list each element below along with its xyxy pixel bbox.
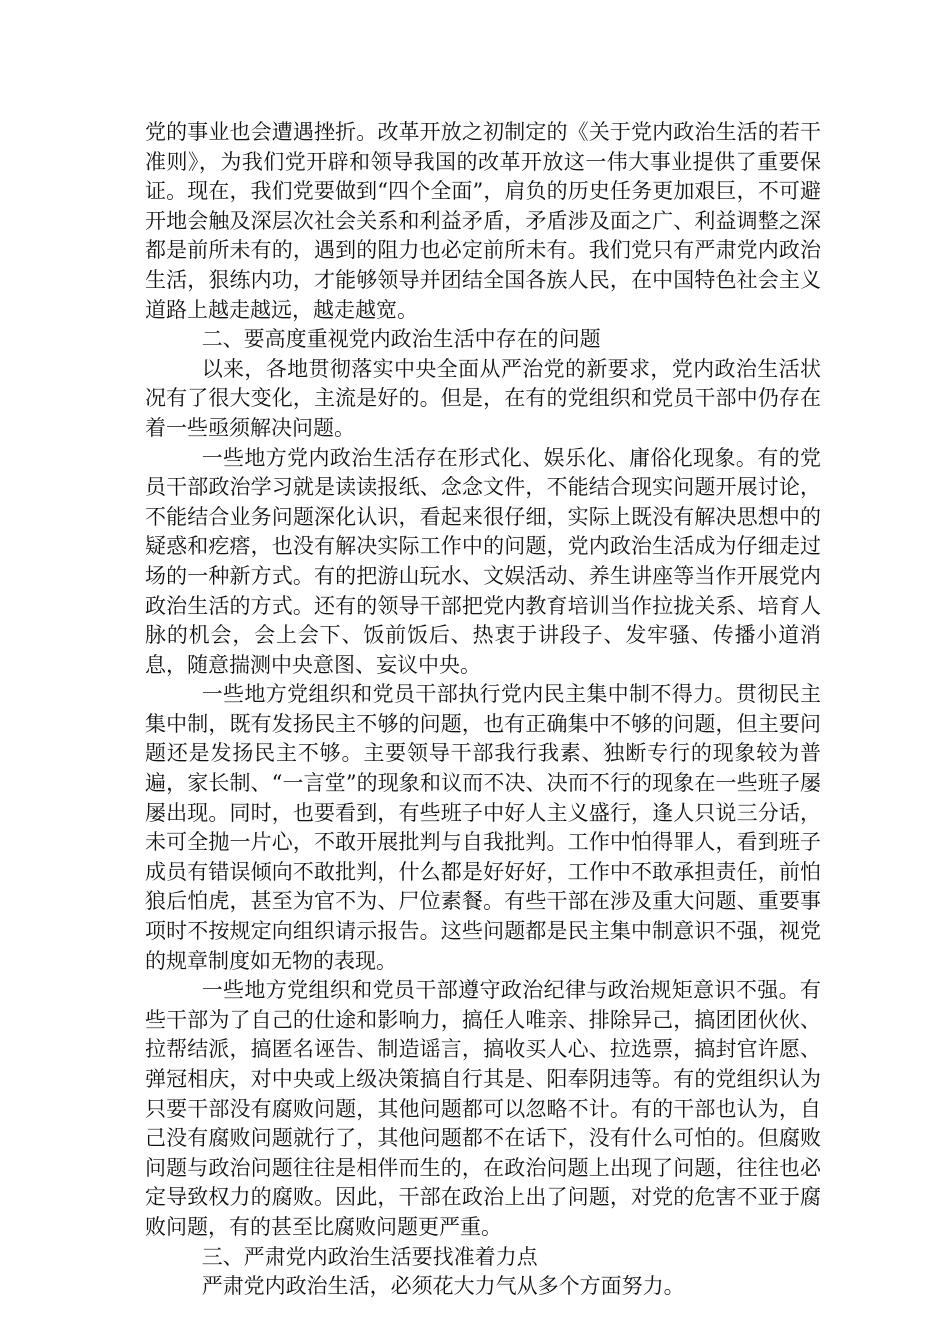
paragraph-3: 一些地方党内政治生活存在形式化、娱乐化、庸俗化现象。有的党员干部政治学习就是读读报纸、念念文件，不能结合现实问题开展讨论，不能结合业务问题深化认识，看起来很仔细，实际上既没有解决思想中的疑惑和疙瘩，也没有解决实际工作中的问题，党内政治生活成为仔细走过场的一种新方式。有的把游山玩水、文娱活动、养生讲座等当作开展党内政治生活的方式。还有的领导干部把党内教育培训当作拉拢关系、培育人脉的机会，会上会下、饭前饭后、热衷于讲段子、发牢骚、传播小道消息，随意揣测中央意图、妄议中央。 (145, 445, 821, 677)
section-heading-3: 三、严肃党内政治生活要找准着力点 (201, 1244, 538, 1269)
paragraph-4: 一些地方党组织和党员干部执行党内民主集中制不得力。贯彻民主集中制，既有发扬民主不够的问题，也有正确集中不够的问题，但主要问题还是发扬民主不够。主要领导干部我行我素、独断专行的现象较为普遍，家长制、“一言堂”的现象和议而不决、决而不行的现象在一些班子屡屡出现。同时，也要看到，有些班子中好人主义盛行，逢人只说三分话，未可全抛一片心，不敢开展批判与自我批判。工作中怕得罪人，看到班子成员有错误倾向不敢批判，什么都是好好好，工作中不敢承担责任，前怕狼后怕虎，甚至为官不为、尸位素餐。有些干部在涉及重大问题、重要事项时不按规定向组织请示报告。这些问题都是民主集中制意识不强，视党的规章制度如无物的表现。 (145, 682, 821, 973)
document-body (145, 118, 821, 1302)
paragraph-1: 党的事业也会遭遇挫折。改革开放之初制定的《关于党内政治生活的若干准则》，为我们党开辟和领导我国的改革开放这一伟大事业提供了重要保证。现在，我们党要做到“四个全面”，肩负的历史任务更加艰巨，不可避开地会触及深层次社会关系和利益矛盾，矛盾涉及面之广、利益调整之深都是前所未有的，遇到的阻力也必定前所未有。我们党只有严肃党内政治生活，狠练内功，才能够领导并团结全国各族人民，在中国特色社会主义道路上越走越远，越走越宽。 (145, 120, 821, 322)
section-heading-2: 二、要高度重视党内政治生活中存在的问题 (201, 327, 601, 352)
paragraph-6: 严肃党内政治生活，必须花大力气从多个方面努力。 (201, 1274, 685, 1299)
paragraph-5: 一些地方党组织和党员干部遵守政治纪律与政治规矩意识不强。有些干部为了自己的仕途和影响力，搞任人唯亲、排除异己，搞团团伙伙、拉帮结派，搞匿名诬告、制造谣言，搞收买人心、拉选票，搞封官许愿、弹冠相庆，对中央或上级决策搞自行其是、阳奉阴违等。有的党组织认为只要干部没有腐败问题，其他问题都可以忽略不计。有的干部也认为，自己没有腐败问题就行了，其他问题都不在话下，没有什么可怕的。但腐败问题与政治问题往往是相伴而生的，在政治问题上出现了问题，往往也必定导致权力的腐败。因此，干部在政治上出了问题，对党的危害不亚于腐败问题，有的甚至比腐败问题更严重。 (145, 978, 821, 1239)
paragraph-2: 以来，各地贯彻落实中央全面从严治党的新要求，党内政治生活状况有了很大变化，主流是好的。但是，在有的党组织和党员干部中仍存在着一些亟须解决问题。 (145, 356, 821, 440)
